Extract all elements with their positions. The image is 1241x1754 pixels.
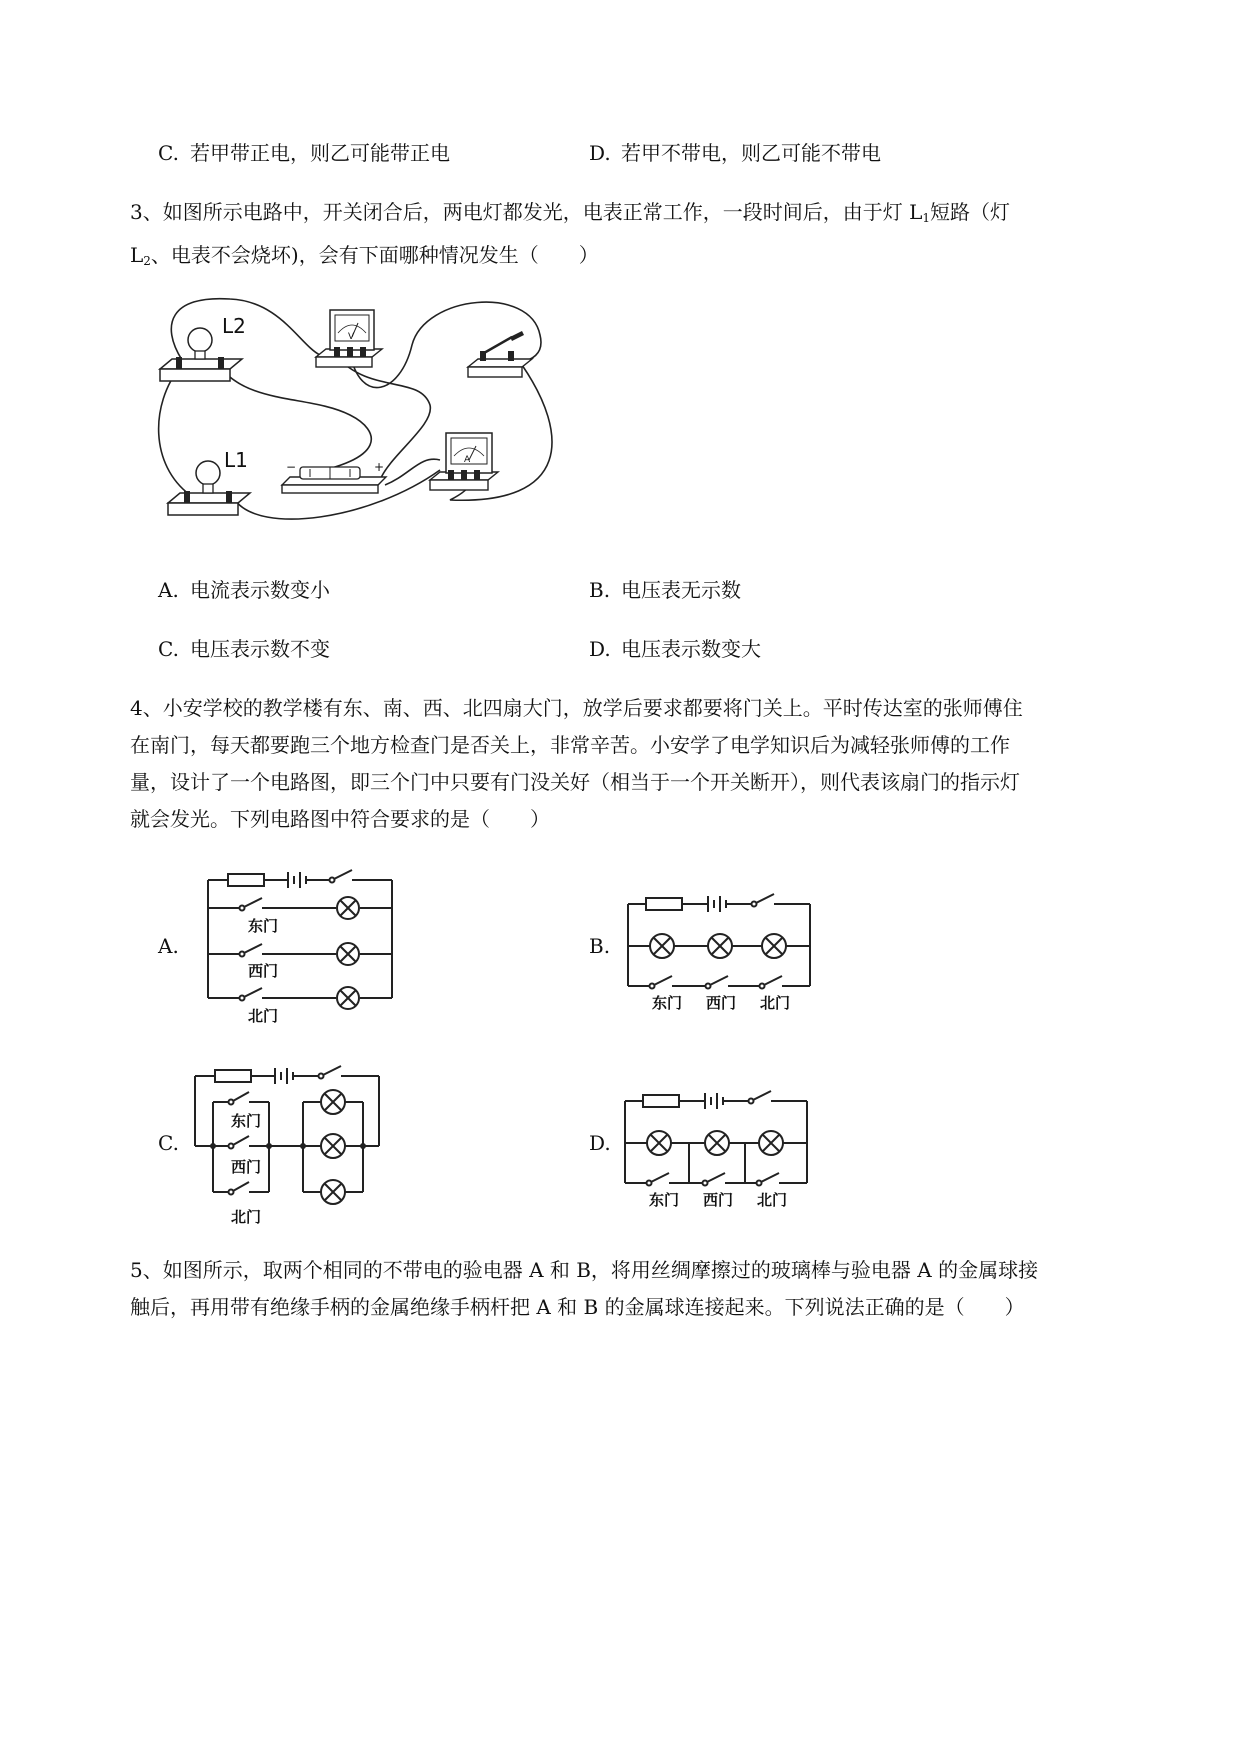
battery: [282, 460, 386, 493]
option-letter: D.: [589, 141, 611, 165]
ammeter: [430, 433, 498, 490]
q5-stem-line: 触后，再用带有绝缘手柄的金属绝缘手柄杆把 A 和 B 的金属球连接起来。下列说法正确的是（ ）: [130, 1295, 1025, 1319]
option-letter: D.: [589, 637, 611, 661]
switch: [468, 331, 532, 377]
q4-stem-line: 量，设计了一个电路图，即三个门中只要有门没关好（相当于一个开关断开），则代表该扇门的指示灯: [130, 770, 1020, 794]
option-letter: C.: [158, 637, 179, 661]
q5-stem: [130, 1252, 1140, 1326]
option-letter: A.: [158, 578, 179, 602]
option-letter: B.: [589, 578, 611, 602]
door-label-north: 北门: [248, 1007, 279, 1024]
q3-option-c[interactable]: [158, 633, 330, 665]
option-text: 电压表示数变大: [621, 637, 761, 661]
q4-option-b-letter[interactable]: B.: [589, 934, 611, 958]
q3-text: 、电表不会烧坏)，会有下面哪种情况发生（ ）: [150, 243, 599, 267]
option-letter: C.: [158, 141, 179, 165]
q3-option-b[interactable]: [589, 574, 741, 606]
l2-label: L2: [222, 314, 246, 338]
battery-minus-label: −: [286, 460, 297, 474]
subscript: 2: [143, 254, 151, 268]
q4-option-d-letter[interactable]: D.: [589, 1131, 611, 1155]
q3-stem-line-2: [130, 237, 1140, 280]
q2-option-c[interactable]: [158, 137, 450, 169]
option-text: 电流表示数变小: [190, 578, 330, 602]
door-label-west: 西门: [703, 1191, 734, 1209]
door-label-east: 东门: [649, 1191, 680, 1209]
battery-plus-label: +: [374, 460, 385, 474]
door-label-west: 西门: [231, 1158, 262, 1176]
q3-circuit-figure: [150, 285, 570, 530]
q4-stem-line: 在南门，每天都要跑三个地方检查门是否关上，非常辛苦。小安学了电学知识后为减轻张师傅的工作: [130, 733, 1010, 757]
door-label-north: 北门: [760, 994, 791, 1012]
option-text: 电压表示数不变: [190, 637, 330, 661]
q4-circuit-d: [617, 1085, 817, 1210]
q3-option-d[interactable]: [589, 633, 761, 665]
door-label-east: 东门: [652, 994, 683, 1012]
lamp-l1: [168, 448, 250, 515]
q4-circuit-c: [185, 1062, 395, 1227]
q3-option-a[interactable]: [158, 574, 330, 606]
option-text: 电压表无示数: [621, 578, 741, 602]
q3-text: L: [130, 243, 144, 267]
q3-stem: [130, 194, 1140, 280]
q4-stem-line: 就会发光。下列电路图中符合要求的是（ ）: [130, 807, 550, 831]
q3-text: 短路（灯: [930, 200, 1011, 224]
q5-stem-line: 5、如图所示，取两个相同的不带电的验电器 A 和 B，将用丝绸摩擦过的玻璃棒与验电器 A 的金属球接: [130, 1258, 1039, 1282]
q4-option-a-letter[interactable]: A.: [158, 934, 179, 958]
door-label-east: 东门: [231, 1112, 262, 1130]
door-label-north: 北门: [231, 1208, 262, 1226]
door-label-west: 西门: [706, 994, 737, 1012]
ammeter-label: A: [464, 455, 471, 465]
option-text: 若甲带正电，则乙可能带正电: [190, 141, 450, 165]
voltmeter: [316, 310, 382, 367]
door-label-east: 东门: [248, 917, 279, 935]
q4-stem: [130, 690, 1140, 838]
lamp-l2: [160, 314, 246, 381]
option-text: 若甲不带电，则乙可能不带电: [621, 141, 881, 165]
voltmeter-label: V: [348, 332, 355, 342]
l1-label: L1: [224, 448, 248, 472]
q4-circuit-b: [620, 888, 820, 1013]
door-label-west: 西门: [248, 962, 279, 980]
q4-option-c-letter[interactable]: C.: [158, 1131, 179, 1155]
door-label-north: 北门: [757, 1191, 788, 1209]
subscript: 1: [922, 211, 931, 225]
q3-stem-line-1: [130, 194, 1140, 237]
q2-option-d[interactable]: [589, 137, 881, 169]
q3-text: 3、如图所示电路中，开关闭合后，两电灯都发光，电表正常工作，一段时间后，由于灯 L: [130, 200, 923, 224]
q4-circuit-a: [200, 866, 405, 1024]
q4-stem-line: 4、小安学校的教学楼有东、南、西、北四扇大门，放学后要求都要将门关上。平时传达室的张师傅住: [130, 696, 1023, 720]
